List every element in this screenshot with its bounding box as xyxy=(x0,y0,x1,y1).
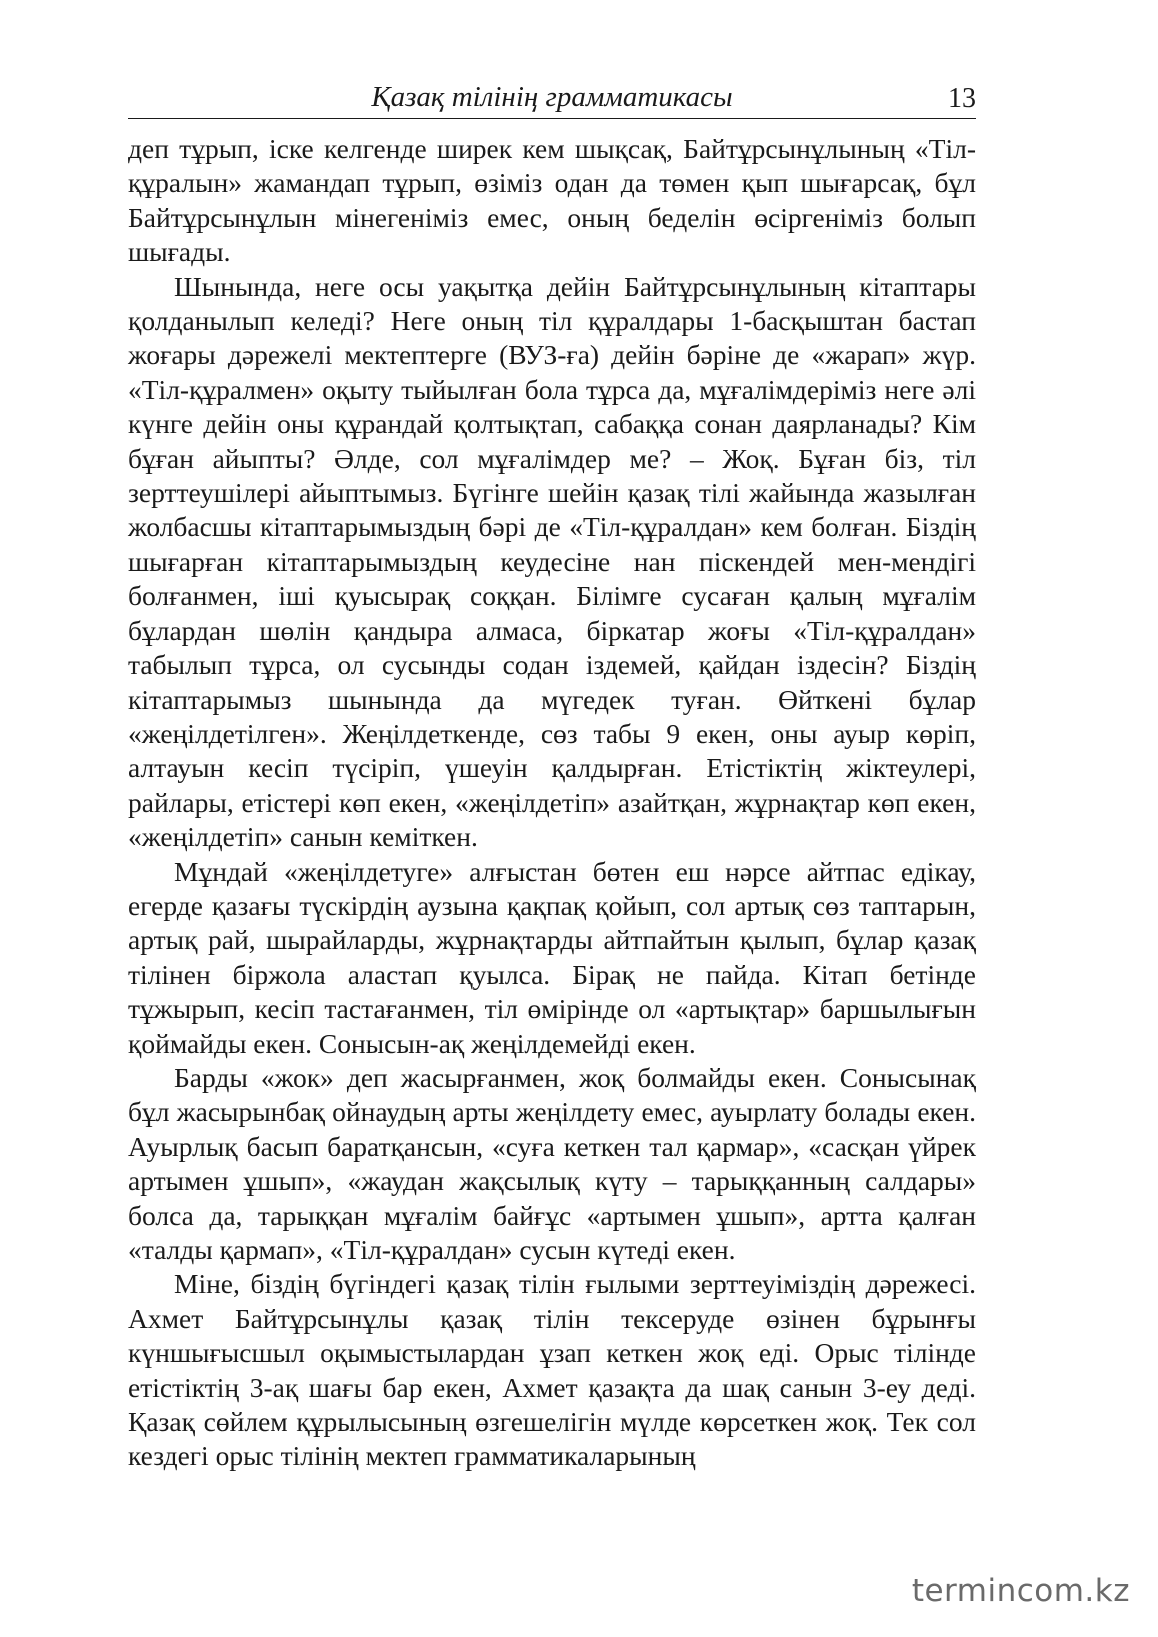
running-title: Қазақ тілінің грамматикасы xyxy=(371,81,733,113)
paragraph-continuation: деп тұрып, іске келгенде ширек кем шықсақ, Байтұрсынұлының «Тіл-құралын» жамандап тұрып, өзіміз одан да төмен қып шығарсақ, бұл Байтұрсынұлын мінегеніміз емес, оның беделін өсіргеніміз болып шығады. xyxy=(128,133,976,268)
page-number: 13 xyxy=(948,83,976,114)
paragraph: Мұндай «жеңілдетуге» алғыстан бөтен еш нәрсе айтпас едікау, егерде қазағы түскірдің аузына қақпақ қойып, сол артық сөз таптарын, артық рай, шырайларды, жұрнақтарды айтпайтын қылып, бұлар қазақ тілінен біржола аластап қуылса. Бірақ не пайда. Кітап бетінде тұжырып, кесіп тастағанмен, тіл өмірінде ол «артықтар» баршылығын қоймайды екен. Сонысын-ақ жеңілдемейді екен. xyxy=(128,855,976,1059)
paragraph: Міне, біздің бүгіндегі қазақ тілін ғылыми зерттеуіміздің дәрежесі. Ахмет Байтұрсынұлы қазақ тілін тексеруде өзінен бұрынғы күншығысшыл оқымыстылардан ұзап кеткен жоқ еді. Орыс тілінде етістіктің 3-ақ шағы бар екен, Ахмет қазақта да шақ санын 3-еу деді. Қазақ сөйлем құрылысының өзгешелігін мүлде көрсеткен жоқ. Тек сол кездегі орыс тілінің мектеп грамматикаларының xyxy=(128,1268,976,1472)
paragraph: Шынында, неге осы уақытқа дейін Байтұрсынұлының кітаптары қолданылып келеді? Неге оның тіл құралдары 1-басқыштан бастап жоғары дәрежелі мектептерге (ВУЗ-ға) дейін бәріне де «жарап» жүр. «Тіл-құралмен» оқыту тыйылған бола тұрса да, мұғалімдеріміз неге әлі күнге дейін оны құрандай қолтықтап, сабаққа сонан даярланады? Кім бұған айыпты? Әлде, сол мұғалімдер ме? – Жоқ. Бұған біз, тіл зерттеушілері айыптымыз. Бүгінге шейін қазақ тілі жайында жазылған жолбасшы кітаптарымыздың бәрі де «Тіл-құралдан» кем болған. Біздің шығарған кітаптарымыздың кеудесіне нан піскендей мен-мендігі болғанмен, іші қуысырақ соққан. Білімге сусаған қалың мұғалім бұлардан шөлін қандыра алмаса, біркатар жоғы «Тіл-құралдан» табылып тұрса, ол сусынды содан іздемей, қайдан іздесін? Біздің кітаптарымыз шынында да мүгедек туған. Өйткені бұлар «жеңілдетілген». Жеңілдеткенде, сөз табы 9 екен, оны ауыр көріп, алтауын кесіп түсіріп, үшеуін қалдырған. Етістіктің жіктеулері, райлары, етістері көп екен, «жеңілдетіп» азайтқан, жұрнақтар көп екен, «жеңілдетіп» санын кеміткен. xyxy=(128,270,976,853)
watermark-logo: termincom.kz xyxy=(911,1573,1130,1609)
paragraph: Барды «жок» деп жасырғанмен, жоқ болмайды екен. Сонысынақ бұл жасырынбақ ойнаудың арты жеңілдету емес, ауырлату болады екен. Ауырлық басып баратқансын, «суға кеткен тал қармар», «сасқан үйрек артымен ұшып», «жаудан жақсылық күту – тарыққанның салдары» болса да, тарыққан мұғалім байғұс «артымен ұшып», артта қалған «талды қармап», «Тіл-құралдан» сусын күтеді екен. xyxy=(128,1061,976,1265)
page-header xyxy=(128,78,976,119)
body-text xyxy=(128,132,976,1474)
